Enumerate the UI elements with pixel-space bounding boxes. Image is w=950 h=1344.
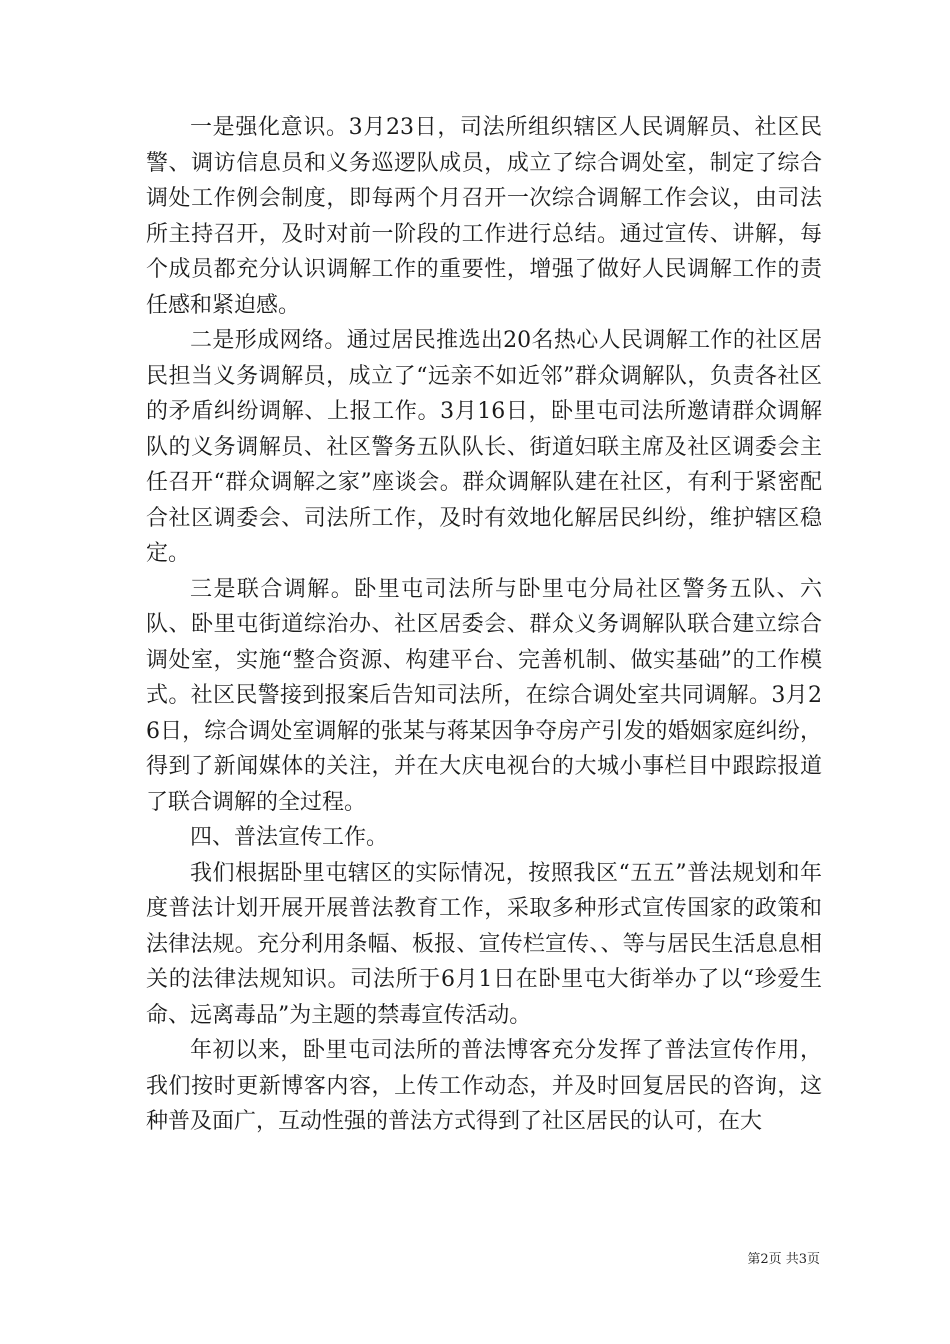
paragraph-strengthen-awareness: 一是强化意识。3月23日，司法所组织辖区人民调解员、社区民警、调访信息员和义务巡逻队成员，成立了综合调处室，制定了综合调处工作例会制度，即每两个月召开一次综合调解工作会议，由司法所主持召开，及时对前一阶段的工作进行总结。通过宣传、讲解，每个成员都充分认识调解工作的重要性，增强了做好人民调解工作的责任感和紧迫感。 bbox=[146, 115, 822, 318]
paragraph-joint-mediation: 三是联合调解。卧里屯司法所与卧里屯分局社区警务五队、六队、卧里屯街道综治办、社区居委会、群众义务调解队联合建立综合调处室，实施“整合资源、构建平台、完善机制、做实基础”的工作模式。社区民警接到报案后告知司法所，在综合调处室共同调解。3月26日，综合调处室调解的张某与蒋某因争夺房产引发的婚姻家庭纠纷，得到了新闻媒体的关注，并在大庆电视台的大城小事栏目中跟踪报道了联合调解的全过程。 bbox=[146, 576, 822, 815]
paragraph-legal-education: 我们根据卧里屯辖区的实际情况，按照我区“五五”普法规划和年度普法计划开展开展普法教育工作，采取多种形式宣传国家的政策和法律法规。充分利用条幅、板报、宣传栏宣传、、等与居民生活息息相关的法律法规知识。司法所于6月1日在卧里屯大街举办了以“珍爱生命、远离毒品”为主题的禁毒宣传活动。 bbox=[146, 860, 822, 1028]
paragraph-legal-blog: 年初以来，卧里屯司法所的普法博客充分发挥了普法宣传作用，我们按时更新博客内容，上传工作动态，并及时回复居民的咨询，这种普及面广，互动性强的普法方式得到了社区居民的认可，在大 bbox=[146, 1038, 822, 1134]
page-number-footer: 第2页 共3页 bbox=[747, 1252, 820, 1267]
document-body bbox=[146, 110, 822, 1140]
section-heading-legal-publicity: 四、普法宣传工作。 bbox=[190, 825, 389, 850]
paragraph-form-network: 二是形成网络。通过居民推选出20名热心人民调解工作的社区居民担当义务调解员，成立了“远亲不如近邻”群众调解队，负责各社区的矛盾纠纷调解、上报工作。3月16日，卧里屯司法所邀请群众调解队的义务调解员、社区警务五队队长、街道妇联主席及社区调委会主任召开“群众调解之家”座谈会。群众调解队建在社区，有利于紧密配合社区调委会、司法所工作，及时有效地化解居民纠纷，维护辖区稳定。 bbox=[146, 328, 822, 566]
